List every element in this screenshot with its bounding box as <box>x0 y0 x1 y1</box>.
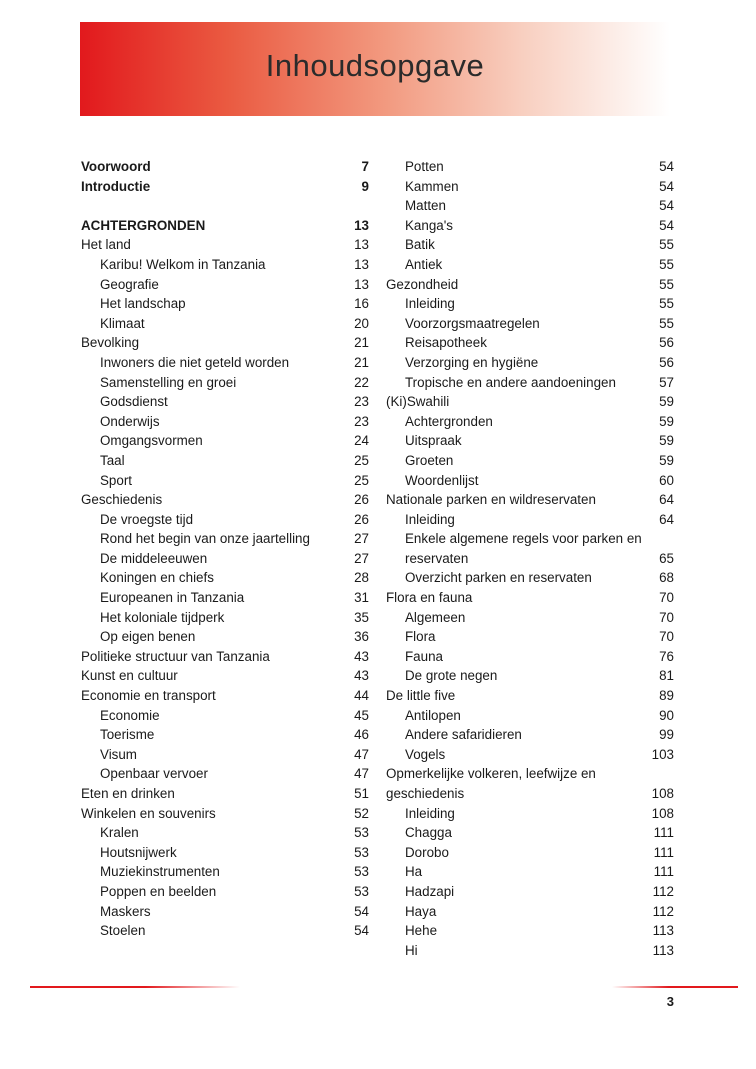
toc-entry[interactable] <box>81 235 369 255</box>
toc-entry-page: 45 <box>354 707 369 723</box>
toc-entry-page: 54 <box>659 217 674 233</box>
toc-entry[interactable] <box>386 823 674 843</box>
toc-entry[interactable] <box>81 294 369 314</box>
toc-entry-page: 76 <box>659 648 674 664</box>
toc-entry[interactable] <box>386 412 674 432</box>
toc-entry[interactable] <box>81 706 369 726</box>
toc-entry-page: 44 <box>354 688 369 704</box>
toc-entry-page: 20 <box>354 315 369 331</box>
toc-entry[interactable] <box>386 862 674 882</box>
toc-entry-label: Voorwoord <box>81 159 151 174</box>
toc-entry-label: Tropische en andere aandoeningen <box>405 374 616 390</box>
toc-entry[interactable] <box>81 314 369 334</box>
toc-entry-page: 99 <box>659 727 674 743</box>
toc-entry-label: Potten <box>405 159 444 174</box>
toc-entry-page: 65 <box>659 550 674 566</box>
toc-entry-page: 16 <box>354 296 369 312</box>
toc-entry[interactable] <box>386 255 674 275</box>
toc-entry[interactable] <box>386 373 674 393</box>
toc-entry[interactable] <box>386 157 674 177</box>
toc-entry-page: 43 <box>354 668 369 684</box>
toc-entry-label: (Ki)Swahili <box>386 394 450 410</box>
toc-entry[interactable] <box>81 725 369 745</box>
toc-entry-label: Eten en drinken <box>81 786 175 801</box>
toc-entry[interactable] <box>386 725 674 745</box>
toc-entry[interactable] <box>386 451 674 471</box>
toc-entry-label: Algemeen <box>405 609 466 625</box>
toc-entry[interactable] <box>81 451 369 471</box>
toc-entry-page: 59 <box>659 433 674 449</box>
toc-entry[interactable] <box>81 608 369 628</box>
toc-entry-label: Winkelen en souvenirs <box>81 805 216 821</box>
toc-entry-page: 111 <box>653 825 674 841</box>
toc-entry-page: 55 <box>659 256 674 272</box>
toc-entry[interactable] <box>81 627 369 647</box>
toc-entry[interactable] <box>386 353 674 373</box>
toc-entry-page: 55 <box>659 296 674 312</box>
toc-entry-page: 113 <box>652 923 674 939</box>
toc-entry[interactable] <box>386 216 674 236</box>
toc-entry-label: Chagga <box>405 825 452 841</box>
toc-entry[interactable] <box>386 804 674 824</box>
toc-entry-page: 59 <box>659 452 674 468</box>
toc-entry-label: Verzorging en hygiëne <box>405 354 539 370</box>
toc-entry-label: Maskers <box>100 903 151 919</box>
toc-entry-label: Stoelen <box>100 923 146 939</box>
toc-entry[interactable] <box>81 588 369 608</box>
toc-entry[interactable] <box>386 275 674 295</box>
toc-entry-page: 90 <box>659 707 674 723</box>
toc-entry[interactable] <box>81 686 369 706</box>
toc-entry[interactable] <box>81 196 369 235</box>
toc-entry-label: Openbaar vervoer <box>100 766 208 782</box>
toc-entry-label: Enkele algemene regels voor parken en reservaten <box>405 531 642 566</box>
toc-entry[interactable] <box>386 294 674 314</box>
toc-column-left <box>81 157 369 941</box>
toc-entry-label: Flora en fauna <box>386 590 473 606</box>
toc-entry-label: Fauna <box>405 648 443 664</box>
toc-entry-page: 53 <box>354 844 369 860</box>
toc-entry-page: 70 <box>659 590 674 606</box>
toc-entry-label: Visum <box>100 746 137 762</box>
toc-entry-page: 47 <box>354 766 369 782</box>
toc-entry-page: 56 <box>659 335 674 351</box>
toc-entry-label: Inwoners die niet geteld worden <box>100 354 290 370</box>
toc-entry-label: Hadzapi <box>405 883 455 899</box>
toc-entry-page: 70 <box>659 609 674 625</box>
toc-entry-page: 31 <box>354 590 369 606</box>
toc-entry-page: 43 <box>354 648 369 664</box>
toc-entry-label: Hi <box>405 942 418 958</box>
toc-entry[interactable] <box>81 882 369 902</box>
toc-entry-page: 22 <box>354 374 369 390</box>
toc-entry-label: Groeten <box>405 452 454 468</box>
toc-entry-page: 54 <box>659 178 674 194</box>
toc-entry[interactable] <box>81 529 369 549</box>
footer-rule-left <box>30 986 240 988</box>
toc-entry-label: Matten <box>405 198 446 214</box>
toc-entry[interactable] <box>81 392 369 412</box>
toc-entry[interactable] <box>81 764 369 784</box>
toc-entry-page: 27 <box>354 550 369 566</box>
toc-entry-label: Het landschap <box>100 296 186 312</box>
toc-entry[interactable] <box>386 627 674 647</box>
toc-entry-page: 59 <box>659 413 674 429</box>
toc-entry[interactable] <box>81 647 369 667</box>
toc-entry[interactable] <box>81 431 369 451</box>
toc-entry-label: Het koloniale tijdperk <box>100 609 225 625</box>
toc-entry-page: 111 <box>653 844 674 860</box>
toc-entry[interactable] <box>386 608 674 628</box>
toc-entry[interactable] <box>386 196 674 216</box>
toc-entry[interactable] <box>386 882 674 902</box>
toc-entry[interactable] <box>81 745 369 765</box>
toc-entry[interactable] <box>81 177 369 197</box>
toc-entry-page: 56 <box>659 354 674 370</box>
toc-entry[interactable] <box>386 941 674 961</box>
toc-entry-label: Poppen en beelden <box>100 883 217 899</box>
toc-entry-page: 24 <box>354 433 369 449</box>
toc-entry-label: Kanga's <box>405 217 453 233</box>
toc-entry-page: 54 <box>354 903 369 919</box>
toc-column-right <box>386 157 674 960</box>
toc-entry-page: 28 <box>354 570 369 586</box>
toc-entry-label: Bevolking <box>81 335 140 351</box>
toc-entry-label: Flora <box>405 629 436 645</box>
toc-entry-label: Antiek <box>405 256 443 272</box>
toc-entry[interactable] <box>386 490 674 510</box>
toc-entry-label: ACHTERGRONDEN <box>81 217 206 233</box>
toc-entry-page: 108 <box>651 786 674 801</box>
toc-entry-label: Opmerkelijke volkeren, leefwijze en geschiedenis <box>386 766 596 801</box>
toc-entry-page: 55 <box>659 276 674 292</box>
toc-entry[interactable] <box>81 333 369 353</box>
toc-entry-page: 9 <box>361 178 369 194</box>
toc-entry-label: Vogels <box>405 746 446 762</box>
toc-entry[interactable] <box>386 529 674 568</box>
toc-entry-page: 13 <box>354 256 369 272</box>
toc-entry-page: 112 <box>652 903 674 919</box>
toc-entry[interactable] <box>386 314 674 334</box>
toc-entry-page: 81 <box>659 668 674 684</box>
toc-entry-page: 25 <box>354 452 369 468</box>
toc-entry-label: Klimaat <box>100 315 145 331</box>
toc-entry-page: 52 <box>354 805 369 821</box>
toc-entry-page: 46 <box>354 727 369 743</box>
footer-rule-right <box>612 986 738 988</box>
toc-entry-label: Uitspraak <box>405 433 462 449</box>
toc-entry-label: Woordenlijst <box>405 472 479 488</box>
toc-entry-page: 27 <box>354 531 369 547</box>
toc-entry-page: 54 <box>659 198 674 214</box>
toc-entry-page: 13 <box>354 276 369 292</box>
toc-entry-page: 55 <box>659 237 674 253</box>
toc-entry[interactable] <box>81 568 369 588</box>
toc-entry-label: Introductie <box>81 178 151 194</box>
toc-entry-label: De grote negen <box>405 668 498 684</box>
toc-entry-label: Inleiding <box>405 296 455 312</box>
toc-entry[interactable] <box>81 843 369 863</box>
toc-entry-page: 64 <box>659 511 674 527</box>
toc-entry-label: Godsdienst <box>100 394 168 410</box>
toc-entry[interactable] <box>81 921 369 941</box>
toc-entry-page: 21 <box>354 354 369 370</box>
toc-entry-label: Houtsnijwerk <box>100 844 177 860</box>
toc-entry-page: 111 <box>653 864 674 880</box>
toc-entry-page: 7 <box>361 159 369 174</box>
toc-entry[interactable] <box>386 764 674 803</box>
toc-entry-label: Batik <box>405 237 435 253</box>
toc-entry-page: 21 <box>354 335 369 351</box>
toc-entry-label: Inleiding <box>405 511 455 527</box>
toc-entry-label: Economie <box>100 707 160 723</box>
toc-entry-label: Samenstelling en groei <box>100 374 237 390</box>
toc-entry-page: 59 <box>659 394 674 410</box>
toc-entry-page: 55 <box>659 315 674 331</box>
toc-entry-label: Hehe <box>405 923 438 939</box>
toc-entry-page: 53 <box>354 825 369 841</box>
toc-entry-label: Kunst en cultuur <box>81 668 178 684</box>
toc-entry-label: Gezondheid <box>386 276 459 292</box>
toc-entry-page: 57 <box>659 374 674 390</box>
toc-entry[interactable] <box>81 902 369 922</box>
toc-entry-label: De middeleeuwen <box>100 550 208 566</box>
toc-entry[interactable] <box>81 804 369 824</box>
toc-entry-page: 112 <box>652 883 674 899</box>
toc-entry-label: Reisapotheek <box>405 335 487 351</box>
toc-entry-page: 36 <box>354 629 369 645</box>
toc-entry-page: 108 <box>651 805 674 821</box>
toc-entry[interactable] <box>386 431 674 451</box>
toc-entry[interactable] <box>386 843 674 863</box>
toc-entry-label: Toerisme <box>100 727 155 743</box>
toc-entry-label: Overzicht parken en reservaten <box>405 570 592 586</box>
toc-entry-page: 13 <box>354 217 369 233</box>
toc-entry-label: Koningen en chiefs <box>100 570 214 586</box>
toc-entry[interactable] <box>386 177 674 197</box>
toc-entry-page: 113 <box>652 942 674 958</box>
toc-entry-label: Kralen <box>100 825 139 841</box>
toc-entry[interactable] <box>386 392 674 412</box>
toc-entry[interactable] <box>386 471 674 491</box>
toc-entry-label: Op eigen benen <box>100 629 196 645</box>
toc-entry-page: 35 <box>354 609 369 625</box>
toc-entry-page: 26 <box>354 492 369 508</box>
toc-entry-label: Nationale parken en wildreservaten <box>386 492 596 508</box>
toc-entry-label: Onderwijs <box>100 413 160 429</box>
toc-entry[interactable] <box>386 745 674 765</box>
toc-entry[interactable] <box>386 568 674 588</box>
toc-entry-label: Geografie <box>100 276 159 292</box>
toc-entry-page: 53 <box>354 883 369 899</box>
toc-entry-page: 26 <box>354 511 369 527</box>
toc-entry-page: 54 <box>659 159 674 174</box>
toc-entry[interactable] <box>81 666 369 686</box>
toc-entry[interactable] <box>81 275 369 295</box>
toc-entry[interactable] <box>386 902 674 922</box>
toc-entry-label: Kammen <box>405 178 459 194</box>
toc-entry-label: Karibu! Welkom in Tanzania <box>100 256 266 272</box>
toc-entry-label: Geschiedenis <box>81 492 163 508</box>
toc-entry[interactable] <box>386 588 674 608</box>
toc-entry[interactable] <box>81 510 369 530</box>
toc-entry[interactable] <box>81 862 369 882</box>
toc-entry-label: Het land <box>81 237 131 253</box>
toc-entry-label: De vroegste tijd <box>100 511 194 527</box>
toc-entry[interactable] <box>81 412 369 432</box>
toc-entry-label: Voorzorgsmaatregelen <box>405 315 540 331</box>
toc-entry-label: Haya <box>405 903 437 919</box>
toc-entry-page: 68 <box>659 570 674 586</box>
toc-entry[interactable] <box>81 823 369 843</box>
toc-entry-page: 53 <box>354 864 369 880</box>
toc-entry-label: Omgangsvormen <box>100 433 203 449</box>
toc-entry-label: Achtergronden <box>405 413 493 429</box>
page-title: Inhoudsopgave <box>265 48 485 83</box>
toc-entry-page: 47 <box>354 746 369 762</box>
toc-entry-page: 51 <box>354 786 369 801</box>
toc-entry-page: 23 <box>354 394 369 410</box>
toc-entry-label: Politieke structuur van Tanzania <box>81 648 270 664</box>
toc-entry[interactable] <box>81 353 369 373</box>
toc-entry-label: Andere safaridieren <box>405 727 522 743</box>
toc-entry-page: 89 <box>659 688 674 704</box>
page-number: 3 <box>666 994 674 1009</box>
toc-entry[interactable] <box>81 784 369 804</box>
toc-entry[interactable] <box>386 706 674 726</box>
toc-entry-page: 25 <box>354 472 369 488</box>
toc-entry[interactable] <box>81 490 369 510</box>
toc-entry-page: 70 <box>659 629 674 645</box>
title-banner <box>80 22 670 116</box>
toc-entry[interactable] <box>386 921 674 941</box>
toc-entry-label: Taal <box>100 452 125 468</box>
toc-entry[interactable] <box>81 549 369 569</box>
toc-entry-label: Rond het begin van onze jaartelling <box>100 531 310 547</box>
toc-entry-label: Economie en transport <box>81 688 216 704</box>
toc-entry[interactable] <box>386 510 674 530</box>
toc-entry-label: Muziekinstrumenten <box>100 864 220 880</box>
toc-entry-label: Dorobo <box>405 844 449 860</box>
toc-entry-page: 64 <box>659 492 674 508</box>
toc-entry[interactable] <box>386 647 674 667</box>
toc-entry-page: 23 <box>354 413 369 429</box>
toc-entry-label: Inleiding <box>405 805 455 821</box>
toc-entry[interactable] <box>81 471 369 491</box>
toc-entry[interactable] <box>386 333 674 353</box>
toc-entry[interactable] <box>81 255 369 275</box>
toc-entry-label: Europeanen in Tanzania <box>100 590 245 606</box>
toc-entry[interactable] <box>386 235 674 255</box>
toc-entry-label: Ha <box>405 864 423 880</box>
toc-entry-page: 60 <box>659 472 674 488</box>
toc-entry[interactable] <box>386 686 674 706</box>
toc-entry-label: De little five <box>386 688 456 704</box>
toc-entry[interactable] <box>386 666 674 686</box>
toc-entry-label: Sport <box>100 472 133 488</box>
toc-entry-page: 103 <box>651 746 674 762</box>
toc-entry[interactable] <box>81 373 369 393</box>
toc-entry[interactable] <box>81 157 369 177</box>
toc-entry-label: Antilopen <box>405 707 461 723</box>
toc-entry-page: 13 <box>354 237 369 253</box>
toc-entry-page: 54 <box>354 923 369 939</box>
